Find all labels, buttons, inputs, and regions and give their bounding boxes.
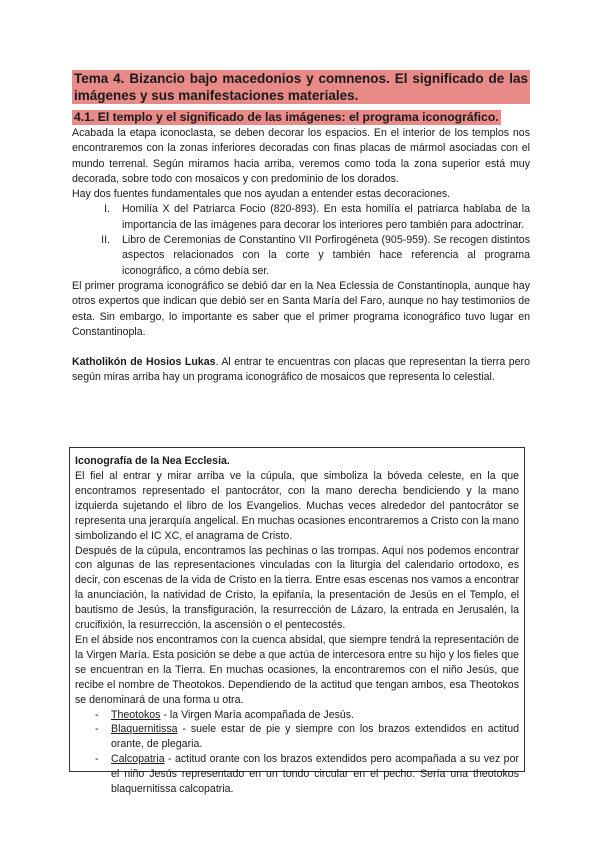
first-program-paragraph: El primer programa iconográfico se debió dar en la Nea Eclessia de Constantinopla, aunque hay otros expertos que indican que debió ser en Santa María del Faro, aunque no hay testimonios de esta. Sin embargo, lo importante es saber que el primer programa iconográfico tuvo lugar en Constantinopla. <box>72 279 530 338</box>
list-text <box>111 722 519 752</box>
section-heading: 4.1. El templo y el significado de las imágenes: el programa iconográfico. <box>74 110 499 124</box>
list-item <box>75 752 519 797</box>
theotokos-types-list <box>75 708 519 797</box>
list-dash: - <box>95 708 99 721</box>
list-dash: - <box>95 753 99 766</box>
spacer <box>72 340 530 355</box>
list-text: Libro de Ceremonias de Constantino VII Porfirogéneta (905-959). Se recogen distintos aspectos relacionados con la corte y también hace referencia al programa iconográfico, a cómo debía ser. <box>122 234 530 277</box>
document-page <box>72 70 530 386</box>
katholikon-text: . Al entrar te encuentras con placas que representan la tierra pero según miras arriba hay un programa iconográfico de mosaicos que representa lo celestial. <box>72 356 530 384</box>
sources-list <box>86 202 530 278</box>
list-item <box>75 708 519 723</box>
type-desc: - actitud orante con los brazos extendidos pero acompañada a su vez por el niño Jesús representado en un tondo circular en el pecho. Sería una theotokos blaquernitissa calcopatria. <box>111 753 519 796</box>
box-paragraph-dome: El fiel al entrar y mirar arriba ve la cúpula, que simboliza la bóveda celeste, en la que encontramos representado el pantocrátor, con la mano derecha bendiciendo y la mano izquierda sujetando el libro de los Evangelios. Muchas veces alrededor del pantocrátor se representa una jerarquía angelical. En muchas ocasiones encontraremos a Cristo con la mano simbolizando el IC XC, el anagrama de Cristo. <box>75 470 520 542</box>
list-item <box>86 233 530 279</box>
list-number: II. <box>101 234 110 247</box>
type-name: Calcopatria <box>111 753 165 766</box>
katholikon-label: Katholikón de Hosios Lukas <box>72 356 216 369</box>
type-desc: - suele estar de pie y siempre con los brazos extendidos en actitud orante, de plegaria. <box>111 723 519 751</box>
type-name: Blaquernitissa <box>111 723 178 736</box>
list-item <box>86 202 530 233</box>
box-paragraph-pendentives: Después de la cúpula, encontramos las pechinas o las trompas. Aquí nos podemos encontrar con algunas de las representaciones vinculadas con la liturgia del calendario ortodoxo, es decir, con escenas de la vida de Cristo en la tierra. Entre esas escenas nos vamos a encontrar la anunciación, la natividad de Cristo, la epifanía, la presentación de Jesús en el Templo, el bautismo de Jesús, la transfiguración, la resurrección de Lázaro, la entrada en Jerusalén, la crucifixión, la resurrección, la ascensión o el pentecostés. <box>75 544 519 632</box>
list-number: I. <box>104 203 110 216</box>
document-title: Tema 4. Bizancio bajo macedonios y comnenos. El significado de las imágenes y sus manifestaciones materiales. <box>74 71 528 103</box>
katholikon-paragraph <box>72 355 530 386</box>
type-desc: - la Virgen María acompañada de Jesús. <box>160 708 355 721</box>
list-item <box>75 722 519 752</box>
list-text <box>111 752 519 797</box>
sources-intro: Hay dos fuentes fundamentales que nos ayudan a entender estas decoraciones. <box>72 188 451 201</box>
box-paragraph-apse: En el ábside nos encontramos con la cuenca absidal, que siempre tendrá la representación de la Virgen María. Esta posición se debe a que actúa de intercesora entre su hijo y los fieles que se encuentran en la Tierra. En muchas ocasiones, la encontraremos con el niño Jesús, que recibe el nombre de Theotokos. Dependiendo de la actitud que tengan ambos, esa Theotokos se denominará de una forma u otra. <box>75 633 519 706</box>
list-text <box>111 708 519 723</box>
list-dash: - <box>95 723 99 736</box>
box-title: Iconografía de la Nea Ecclesia. <box>75 455 230 467</box>
nea-ecclesia-box <box>69 447 525 796</box>
intro-paragraph: Acabada la etapa iconoclasta, se deben decorar los espacios. En el interior de los templos nos encontraremos con la zonas inferiores decoradas con finas placas de mármol asociadas con el mundo terrenal. Según miramos hacia arriba, veremos como toda la zona superior está muy decorada, sobre todo con mosaicos y con predominio de los dorados. <box>72 127 530 185</box>
type-name: Theotokos <box>111 708 161 721</box>
list-text: Homilía X del Patriarca Focio (820-893). En esta homilía el patriarca hablaba de la importancia de las imágenes para decorar los interiores pero también para adoctrinar. <box>122 203 530 231</box>
